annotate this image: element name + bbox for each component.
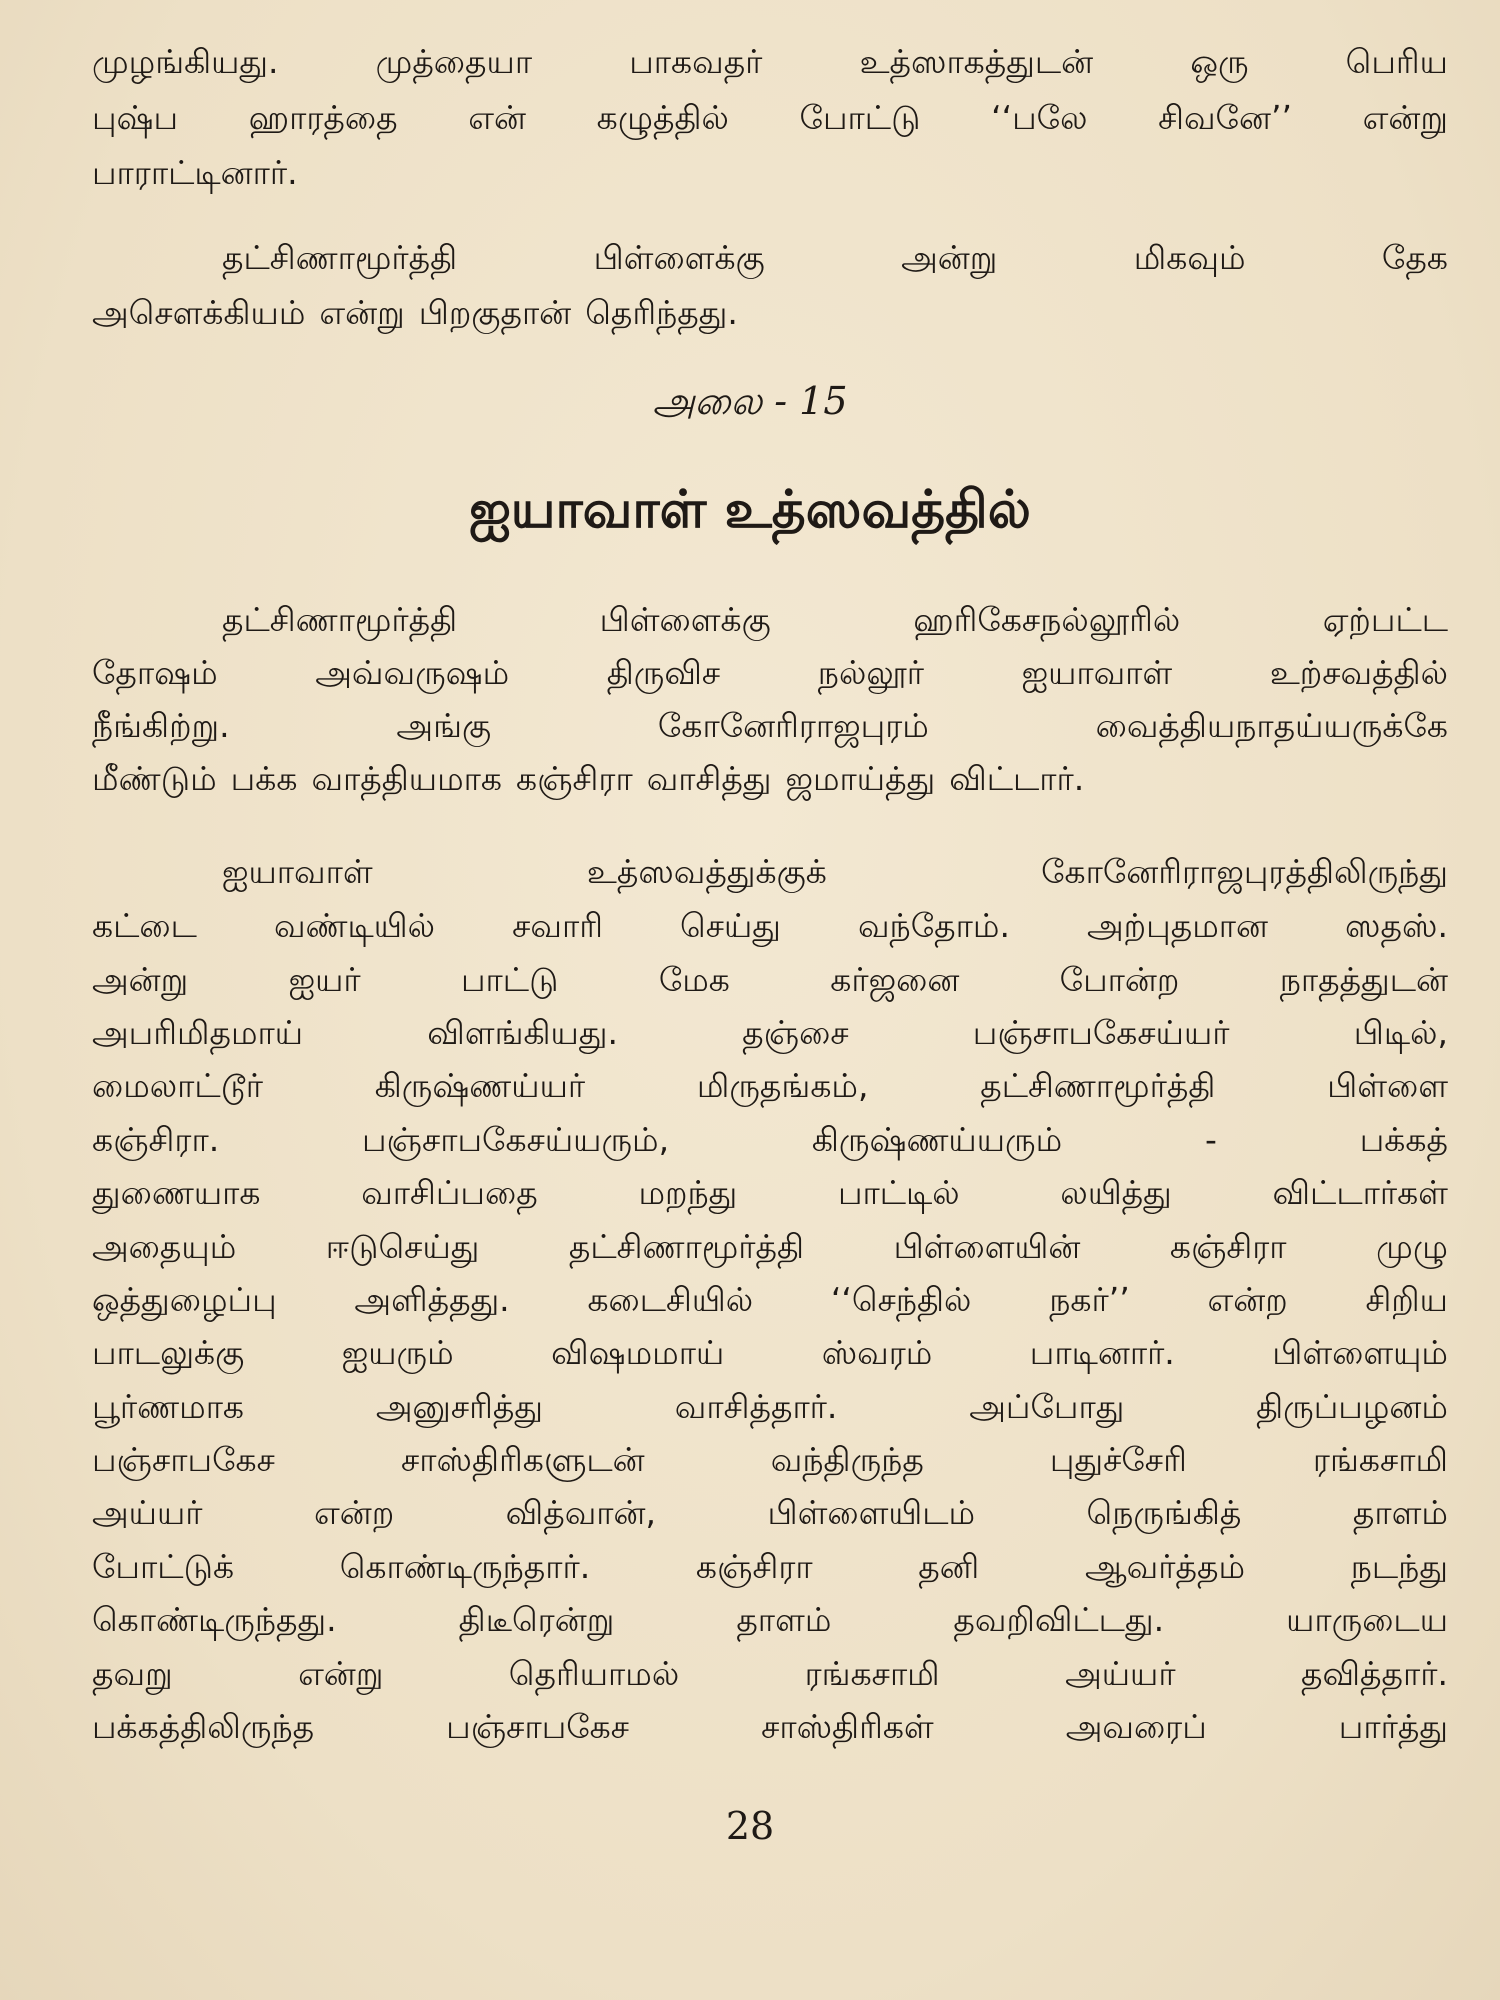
word: ஐயாவாள் xyxy=(222,852,373,891)
text-line xyxy=(92,1440,1448,1480)
word: ஒரு xyxy=(1190,42,1249,81)
word: அங்கு xyxy=(396,706,492,745)
text-line xyxy=(92,1120,1448,1160)
text-line xyxy=(92,1493,1448,1533)
text-line xyxy=(92,293,1448,333)
word: மறந்து xyxy=(638,1173,738,1212)
word: ஸ்வரம் xyxy=(821,1333,933,1372)
word: பாட்டில் xyxy=(837,1173,960,1212)
word: பாட்டு xyxy=(460,960,559,999)
word: பஞ்சாபகேச xyxy=(446,1707,630,1746)
word: பக்கத்திலிருந்த xyxy=(92,1707,315,1746)
text-line xyxy=(92,1387,1448,1427)
word: முழங்கியது. xyxy=(92,42,279,81)
word: அன்று xyxy=(92,960,189,999)
word: கழுத்தில் xyxy=(596,98,729,137)
word: பிள்ளையும் xyxy=(1272,1333,1448,1372)
word: தாளம் xyxy=(1352,1493,1448,1532)
word: நல்லூர் xyxy=(817,653,924,692)
word: வாசிப்பதை xyxy=(361,1173,538,1212)
word: என்று xyxy=(319,293,405,332)
word: பிள்ளையின் xyxy=(893,1227,1081,1266)
word: கிருஷ்ணய்யர் xyxy=(374,1066,586,1105)
word: ஐயர் xyxy=(288,960,361,999)
text-line xyxy=(92,906,1448,946)
word: தட்சிணாமூர்த்தி xyxy=(222,238,458,277)
word: ஐயாவாள் xyxy=(1021,653,1173,692)
word: நாதத்துடன் xyxy=(1279,960,1448,999)
word: தெரிந்தது. xyxy=(585,293,738,332)
text-line xyxy=(92,153,1448,193)
word: பிடில், xyxy=(1353,1013,1448,1052)
word: கட்டை xyxy=(92,906,197,945)
word: பாராட்டினார். xyxy=(92,153,298,192)
word: அற்புதமான xyxy=(1087,906,1268,945)
word: அன்று xyxy=(901,238,998,277)
word: ஹாரத்தை xyxy=(248,98,398,137)
word: என்று xyxy=(1362,98,1448,137)
text-line xyxy=(92,1600,1448,1640)
word: நெருங்கித் xyxy=(1086,1493,1242,1532)
word: ஹரிகேசநல்லூரில் xyxy=(913,600,1181,639)
word: ரங்கசாமி xyxy=(804,1654,940,1693)
word: கஞ்சிரா xyxy=(516,759,633,798)
word: கஞ்சிரா xyxy=(695,1547,813,1586)
word: பாடினார். xyxy=(1029,1333,1175,1372)
word: தேக xyxy=(1381,238,1448,277)
word: ஜமாய்த்து xyxy=(785,759,936,798)
word: பிறகுதான் xyxy=(418,293,572,332)
text-line xyxy=(92,1227,1448,1267)
word: தாளம் xyxy=(736,1600,832,1639)
word: தட்சிணாமூர்த்தி xyxy=(980,1066,1216,1105)
word: விளங்கியது. xyxy=(427,1013,618,1052)
word: முழு xyxy=(1376,1227,1448,1266)
word: வாத்தியமாக xyxy=(311,759,502,798)
word: போன்ற xyxy=(1059,960,1180,999)
word: ஈடுசெய்து xyxy=(325,1227,480,1266)
word: திடீரென்று xyxy=(458,1600,615,1639)
word: புஷ்ப xyxy=(92,98,179,137)
word: போட்டுக் xyxy=(92,1547,235,1586)
word: புதுச்சேரி xyxy=(1049,1440,1187,1479)
word: நடந்து xyxy=(1350,1547,1448,1586)
text-line xyxy=(92,600,1448,640)
text-line xyxy=(92,98,1448,138)
word: மைலாட்டூர் xyxy=(92,1066,263,1105)
text-line xyxy=(92,960,1448,1000)
word: ஸதஸ். xyxy=(1345,906,1448,945)
text-line xyxy=(92,1280,1448,1320)
word: ஏற்பட்ட xyxy=(1322,600,1448,639)
text-line xyxy=(92,1066,1448,1106)
word: வாசித்தார். xyxy=(674,1387,838,1426)
word: திருவிச xyxy=(606,653,721,692)
word: விஷமமாய் xyxy=(551,1333,725,1372)
text-line xyxy=(92,1707,1448,1747)
word: லயித்து xyxy=(1060,1173,1172,1212)
word: ‘‘செந்தில் xyxy=(830,1280,972,1319)
word: விட்டார். xyxy=(949,759,1085,798)
word: தவித்தார். xyxy=(1300,1654,1448,1693)
word: அபரிமிதமாய் xyxy=(92,1013,304,1052)
word: தட்சிணாமூர்த்தி xyxy=(222,600,458,639)
word: துணையாக xyxy=(92,1173,261,1212)
word: அவ்வருஷம் xyxy=(315,653,510,692)
chapter-title: ஐயாவாள் உத்ஸவத்தில் xyxy=(469,480,1031,540)
word: அய்யர் xyxy=(1065,1654,1176,1693)
page-number: 28 xyxy=(725,1804,775,1848)
word: உத்ஸவத்துக்குக் xyxy=(586,852,827,891)
word: கொண்டிருந்தது. xyxy=(92,1600,337,1639)
word: ஆவர்த்தம் xyxy=(1084,1547,1246,1586)
word: - xyxy=(1204,1120,1217,1159)
word: பிள்ளைக்கு xyxy=(599,600,771,639)
word: அளித்தது. xyxy=(354,1280,510,1319)
word: நீங்கிற்று. xyxy=(92,706,230,745)
word: கஞ்சிரா. xyxy=(92,1120,220,1159)
word: ஒத்துழைப்பு xyxy=(92,1280,277,1319)
word: அவரைப் xyxy=(1065,1707,1207,1746)
word: சாஸ்திரிகளுடன் xyxy=(400,1440,645,1479)
word: சிறிய xyxy=(1365,1280,1448,1319)
text-line xyxy=(92,1654,1448,1694)
word: தஞ்சை xyxy=(742,1013,849,1052)
word: ‘‘பலே xyxy=(991,98,1088,137)
text-line xyxy=(92,1013,1448,1053)
word: அதையும் xyxy=(92,1227,237,1266)
word: மீண்டும் xyxy=(92,759,217,798)
word: உத்ஸாகத்துடன் xyxy=(859,42,1094,81)
word: பிள்ளைக்கு xyxy=(593,238,765,277)
text-line xyxy=(92,1173,1448,1213)
word: உற்சவத்தில் xyxy=(1269,653,1448,692)
word: பார்த்து xyxy=(1338,1707,1448,1746)
word: மேக xyxy=(658,960,730,999)
word: வந்தோம். xyxy=(857,906,1010,945)
word: என்று xyxy=(298,1654,384,1693)
word: தனி xyxy=(918,1547,980,1586)
word: போட்டு xyxy=(799,98,921,137)
word: பாடலுக்கு xyxy=(92,1333,245,1372)
chapter-label: அலை - 15 xyxy=(652,379,848,423)
word: வண்டியில் xyxy=(273,906,436,945)
word: தட்சிணாமூர்த்தி xyxy=(568,1227,805,1266)
word: திருப்பழனம் xyxy=(1256,1387,1448,1426)
word: பாகவதர் xyxy=(629,42,763,81)
word: சிவனே’’ xyxy=(1158,98,1292,137)
word: செய்து xyxy=(680,906,781,945)
word: பிள்ளை xyxy=(1327,1066,1448,1105)
word: வித்வான், xyxy=(505,1493,657,1532)
word: வந்திருந்த xyxy=(770,1440,924,1479)
word: அனுசரித்து xyxy=(375,1387,543,1426)
word: முத்தையா xyxy=(375,42,533,81)
word: கொண்டிருந்தார். xyxy=(339,1547,591,1586)
text-line xyxy=(92,759,1448,799)
word: கர்ஜனை xyxy=(830,960,960,999)
word: கஞ்சிரா xyxy=(1169,1227,1287,1266)
word: மிகவும் xyxy=(1133,238,1246,277)
text-line xyxy=(92,1547,1448,1587)
word: ஐயரும் xyxy=(341,1333,454,1372)
word: அசௌக்கியம் xyxy=(92,293,306,332)
word: விட்டார்கள் xyxy=(1272,1173,1448,1212)
word: என்ற xyxy=(313,1493,395,1532)
text-line xyxy=(92,653,1448,693)
word: வைத்தியநாதய்யருக்கே xyxy=(1095,706,1448,745)
word: தோஷம் xyxy=(92,653,218,692)
word: பூர்ணமாக xyxy=(92,1387,245,1426)
word: கோனேரிராஜபுரத்திலிருந்து xyxy=(1041,852,1448,891)
word: கோனேரிராஜபுரம் xyxy=(657,706,929,745)
word: பெரிய xyxy=(1345,42,1448,81)
text-line xyxy=(92,852,1448,892)
word: தெரியாமல் xyxy=(508,1654,680,1693)
word: கிருஷ்ணய்யரும் xyxy=(811,1120,1063,1159)
word: என்ற xyxy=(1207,1280,1288,1319)
text-line xyxy=(92,42,1448,82)
word: அப்போது xyxy=(969,1387,1125,1426)
word: பிள்ளையிடம் xyxy=(767,1493,976,1532)
word: அய்யர் xyxy=(92,1493,203,1532)
word: பஞ்சாபகேசய்யர் xyxy=(972,1013,1230,1052)
word: தவறிவிட்டது. xyxy=(953,1600,1165,1639)
word: பஞ்சாபகேசய்யரும், xyxy=(361,1120,670,1159)
word: பக்க xyxy=(230,759,298,798)
word: சவாரி xyxy=(512,906,603,945)
word: சாஸ்திரிகள் xyxy=(761,1707,934,1746)
word: தவறு xyxy=(92,1654,173,1693)
word: வாசித்து xyxy=(646,759,772,798)
word: என் xyxy=(468,98,526,137)
word: பஞ்சாபகேச xyxy=(92,1440,275,1479)
word: ரங்கசாமி xyxy=(1312,1440,1448,1479)
word: கடைசியில் xyxy=(587,1280,754,1319)
text-line xyxy=(92,238,1448,278)
word: நகர்’’ xyxy=(1049,1280,1130,1319)
text-line xyxy=(92,706,1448,746)
word: மிருதங்கம், xyxy=(696,1066,869,1105)
text-line xyxy=(92,1333,1448,1373)
word: யாருடைய xyxy=(1286,1600,1448,1639)
word: பக்கத் xyxy=(1359,1120,1448,1159)
